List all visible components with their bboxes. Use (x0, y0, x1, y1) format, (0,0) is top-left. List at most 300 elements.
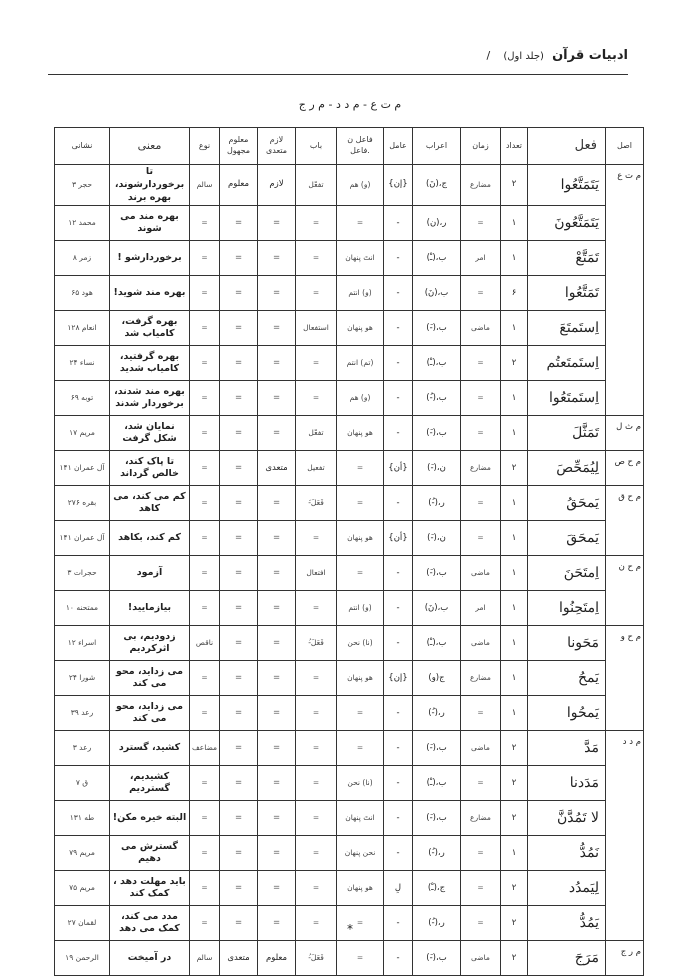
cell-count: ۱ (501, 486, 528, 521)
cell-irab: ر،(-ُ) (413, 836, 461, 871)
cell-root: م ح ص (606, 451, 644, 486)
cell-root (606, 381, 644, 416)
cell-voice: = (220, 661, 258, 696)
cell-reference: لقمان ۲۷ (55, 906, 110, 941)
cell-irab: ب،(ـْ) (413, 346, 461, 381)
cell-reference: مریم ۱۷ (55, 416, 110, 451)
cell-transitivity: = (258, 766, 296, 801)
cell-bab: = (296, 591, 337, 626)
cell-amil: - (384, 906, 413, 941)
page-mark: / (486, 49, 491, 62)
cell-bab: فَعَلَ-َ (296, 486, 337, 521)
cell-root: م ح ق (606, 486, 644, 521)
cell-tense: = (461, 766, 501, 801)
cell-meaning: بهره مند شوید! (110, 276, 190, 311)
cell-transitivity: = (258, 591, 296, 626)
cell-count: ۲ (501, 346, 528, 381)
cell-subject: = (337, 206, 384, 241)
cell-bab: = (296, 906, 337, 941)
cell-root (606, 241, 644, 276)
cell-tense: مضارع (461, 165, 501, 206)
cell-irab: ب،(ـْ) (413, 241, 461, 276)
cell-transitivity: = (258, 556, 296, 591)
book-title: ادبیات قرآن (552, 48, 628, 63)
cell-meaning: البته خیره مکن! (110, 801, 190, 836)
table-row (55, 346, 644, 381)
cell-type: = (190, 451, 220, 486)
cell-voice: = (220, 801, 258, 836)
cell-tense: = (461, 381, 501, 416)
table-row (55, 626, 644, 661)
cell-reference: مریم ۷۹ (55, 836, 110, 871)
cell-voice: = (220, 486, 258, 521)
cell-subject: نحن پنهان (337, 836, 384, 871)
cell-bab: تفعّل (296, 165, 337, 206)
cell-amil: {أن} (384, 451, 413, 486)
cell-tense: مضارع (461, 451, 501, 486)
cell-type: = (190, 906, 220, 941)
cell-reference: رعد ۳ (55, 731, 110, 766)
cell-voice: = (220, 276, 258, 311)
col-irab: اعراب (413, 128, 461, 165)
cell-voice: = (220, 206, 258, 241)
cell-type: = (190, 591, 220, 626)
cell-transitivity: = (258, 906, 296, 941)
cell-count: ۱ (501, 311, 528, 346)
cell-amil: - (384, 766, 413, 801)
cell-tense: = (461, 416, 501, 451)
cell-reference: طه ۱۳۱ (55, 801, 110, 836)
cell-amil: - (384, 486, 413, 521)
cell-bab: = (296, 801, 337, 836)
cell-root (606, 871, 644, 906)
cell-meaning: گسترش می دهیم (110, 836, 190, 871)
table-header-row (55, 128, 644, 165)
cell-irab: ر،(-ُ) (413, 906, 461, 941)
cell-voice: معلوم (220, 165, 258, 206)
cell-bab: = (296, 346, 337, 381)
cell-transitivity: = (258, 801, 296, 836)
cell-bab: = (296, 661, 337, 696)
cell-verb: اِمتَحَنَ (528, 556, 606, 591)
cell-root: م ح و (606, 626, 644, 661)
cell-verb: مَحَونا (528, 626, 606, 661)
cell-tense: مضارع (461, 661, 501, 696)
cell-root: م ث ل (606, 416, 644, 451)
cell-type: = (190, 346, 220, 381)
cell-amil: - (384, 801, 413, 836)
cell-root (606, 591, 644, 626)
cell-verb: اِستَمتَعَ (528, 311, 606, 346)
cell-bab: = (296, 836, 337, 871)
cell-count: ۱ (501, 661, 528, 696)
cell-type: = (190, 521, 220, 556)
cell-tense: ماضی (461, 731, 501, 766)
col-voice: معلوم مجهول (220, 128, 258, 165)
table-row (55, 766, 644, 801)
cell-tense: = (461, 276, 501, 311)
cell-irab: ج(و) (413, 661, 461, 696)
cell-amil: - (384, 311, 413, 346)
cell-subject: (و) هم (337, 381, 384, 416)
cell-type: سالم (190, 165, 220, 206)
table-row (55, 941, 644, 976)
cell-irab: ب،(-َ) (413, 731, 461, 766)
table-row (55, 661, 644, 696)
cell-transitivity: = (258, 276, 296, 311)
cell-count: ۱ (501, 696, 528, 731)
cell-verb: مَرَجَ (528, 941, 606, 976)
cell-bab: = (296, 206, 337, 241)
cell-type: = (190, 486, 220, 521)
cell-root (606, 311, 644, 346)
cell-count: ۱ (501, 556, 528, 591)
cell-bab: = (296, 696, 337, 731)
cell-verb: يَمحَقَ (528, 521, 606, 556)
cell-voice: = (220, 836, 258, 871)
cell-count: ۲ (501, 906, 528, 941)
cell-reference: حجر ۳ (55, 165, 110, 206)
cell-verb: يَتَمَتَّعُونَ (528, 206, 606, 241)
cell-verb: تَمَتَّعْ (528, 241, 606, 276)
cell-amil: - (384, 941, 413, 976)
cell-tense: = (461, 206, 501, 241)
cell-verb: يَمحُ (528, 661, 606, 696)
cell-root (606, 346, 644, 381)
cell-irab: ج،(ـْ) (413, 871, 461, 906)
cell-verb: نَمُدُّ (528, 836, 606, 871)
cell-type: = (190, 696, 220, 731)
cell-verb: اِستَمتَعُوا (528, 381, 606, 416)
cell-count: ۱ (501, 416, 528, 451)
cell-type: = (190, 276, 220, 311)
cell-meaning: بهره گرفتید، کامیاب شدید (110, 346, 190, 381)
cell-meaning: تا پاک کند، خالص گرداند (110, 451, 190, 486)
cell-reference: اسراء ۱۲ (55, 626, 110, 661)
cell-root: م ح ن (606, 556, 644, 591)
cell-bab: استفعال (296, 311, 337, 346)
cell-subject: (تم) انتم (337, 346, 384, 381)
cell-root (606, 836, 644, 871)
cell-subject: = (337, 941, 384, 976)
cell-count: ۲ (501, 801, 528, 836)
cell-amil: - (384, 591, 413, 626)
cell-meaning: بیازمایید! (110, 591, 190, 626)
cell-meaning: کشیدیم، گستردیم (110, 766, 190, 801)
cell-amil: - (384, 381, 413, 416)
cell-reference: الرحمن ۱۹ (55, 941, 110, 976)
cell-reference: هود ۶۵ (55, 276, 110, 311)
table-row (55, 381, 644, 416)
cell-transitivity: = (258, 521, 296, 556)
cell-type: = (190, 206, 220, 241)
cell-verb: مَدَدنا (528, 766, 606, 801)
cell-verb: لِيَمدُد (528, 871, 606, 906)
cell-subject: هو پنهان (337, 416, 384, 451)
cell-meaning: می زداید، محو می کند (110, 696, 190, 731)
volume-label: (جلد اول) (503, 51, 544, 62)
cell-meaning: می زداید، محو می کند (110, 661, 190, 696)
cell-subject: هو پنهان (337, 311, 384, 346)
cell-tense: = (461, 521, 501, 556)
cell-amil: {إن} (384, 165, 413, 206)
cell-irab: ر،(-ُ) (413, 486, 461, 521)
table-row (55, 165, 644, 206)
cell-meaning: بهره گرفت، کامیاب شد (110, 311, 190, 346)
cell-reference: زمر ۸ (55, 241, 110, 276)
cell-tense: ماضی (461, 941, 501, 976)
table-row (55, 521, 644, 556)
cell-root: م ت ع (606, 165, 644, 206)
cell-irab: ب،(-َ) (413, 416, 461, 451)
cell-type: مضاعف (190, 731, 220, 766)
cell-tense: = (461, 346, 501, 381)
cell-irab: ب،(ـْ) (413, 626, 461, 661)
cell-bab: فَعَلَ-ُ (296, 941, 337, 976)
cell-reference: ممتحنه ۱۰ (55, 591, 110, 626)
table-body (55, 165, 644, 976)
cell-count: ۱ (501, 836, 528, 871)
cell-transitivity: = (258, 626, 296, 661)
cell-amil: {إن} (384, 661, 413, 696)
cell-bab: = (296, 521, 337, 556)
cell-reference: محمد ۱۲ (55, 206, 110, 241)
cell-irab: ب،(-َ) (413, 311, 461, 346)
cell-root: م د د (606, 731, 644, 766)
cell-reference: توبه ۶۹ (55, 381, 110, 416)
cell-voice: متعدی (220, 941, 258, 976)
cell-voice: = (220, 766, 258, 801)
col-root: اصل (606, 128, 644, 165)
cell-count: ۲ (501, 766, 528, 801)
cell-subject: هو پنهان (337, 871, 384, 906)
cell-transitivity: متعدی (258, 451, 296, 486)
cell-type: = (190, 241, 220, 276)
cell-reference: بقره ۲۷۶ (55, 486, 110, 521)
cell-verb: اِستَمتَعتُم (528, 346, 606, 381)
cell-transitivity: لازم (258, 165, 296, 206)
cell-verb: تَمَثَّلَ (528, 416, 606, 451)
table-row (55, 836, 644, 871)
cell-count: ۱ (501, 206, 528, 241)
cell-tense: امر (461, 241, 501, 276)
cell-subject: (نا) نحن (337, 626, 384, 661)
cell-meaning: نمایان شد، شکل گرفت (110, 416, 190, 451)
cell-count: ۱ (501, 241, 528, 276)
cell-root (606, 276, 644, 311)
cell-transitivity: = (258, 731, 296, 766)
table-row (55, 871, 644, 906)
cell-amil: - (384, 416, 413, 451)
table-row (55, 556, 644, 591)
cell-root (606, 766, 644, 801)
cell-meaning: کم می کند، می کاهد (110, 486, 190, 521)
cell-irab: ر،(-ُ) (413, 696, 461, 731)
cell-tense: ماضی (461, 311, 501, 346)
cell-type: = (190, 836, 220, 871)
cell-reference: آل عمران ۱۴۱ (55, 451, 110, 486)
cell-verb: مَدَّ (528, 731, 606, 766)
cell-transitivity: = (258, 486, 296, 521)
cell-amil: - (384, 836, 413, 871)
table-row (55, 451, 644, 486)
cell-reference: شورا ۲۴ (55, 661, 110, 696)
cell-tense: = (461, 836, 501, 871)
cell-irab: ن،(-َ) (413, 451, 461, 486)
cell-bab: تفعیل (296, 451, 337, 486)
cell-amil: - (384, 241, 413, 276)
cell-irab: ب،(ـْ) (413, 766, 461, 801)
cell-verb: لِيُمَحِّصَ (528, 451, 606, 486)
cell-verb: يَمحُوا (528, 696, 606, 731)
cell-voice: = (220, 346, 258, 381)
section-title: م ت ع - م د د - م ر ج (298, 98, 402, 111)
cell-reference: آل عمران ۱۴۱ (55, 521, 110, 556)
cell-meaning: بهره مند می شوند (110, 206, 190, 241)
table-row (55, 416, 644, 451)
cell-type: سالم (190, 941, 220, 976)
cell-tense: مضارع (461, 801, 501, 836)
col-type: نوع (190, 128, 220, 165)
cell-voice: = (220, 556, 258, 591)
cell-bab: = (296, 766, 337, 801)
cell-voice: = (220, 626, 258, 661)
cell-root (606, 521, 644, 556)
cell-subject: (و) انتم (337, 276, 384, 311)
cell-transitivity: = (258, 836, 296, 871)
cell-verb: تَمَتَّعُوا (528, 276, 606, 311)
cell-irab: ن،(-َ) (413, 521, 461, 556)
cell-type: = (190, 416, 220, 451)
cell-voice: = (220, 451, 258, 486)
cell-count: ۶ (501, 276, 528, 311)
cell-tense: = (461, 486, 501, 521)
cell-voice: = (220, 311, 258, 346)
cell-meaning: مدد می کند، کمک می دهد (110, 906, 190, 941)
col-bab: باب (296, 128, 337, 165)
cell-transitivity: = (258, 871, 296, 906)
cell-type: ناقص (190, 626, 220, 661)
cell-amil: - (384, 626, 413, 661)
cell-irab: ب،(-َ) (413, 801, 461, 836)
cell-tense: امر (461, 591, 501, 626)
cell-amil: - (384, 276, 413, 311)
cell-irab: ب،(-َ) (413, 941, 461, 976)
cell-type: = (190, 871, 220, 906)
cell-voice: = (220, 241, 258, 276)
cell-root: م ر ج (606, 941, 644, 976)
page-header (48, 44, 628, 75)
cell-type: = (190, 801, 220, 836)
cell-verb: يَمُدُّ (528, 906, 606, 941)
cell-voice: = (220, 521, 258, 556)
cell-voice: = (220, 416, 258, 451)
cell-irab: ب،(-َ) (413, 556, 461, 591)
col-amil: عامل (384, 128, 413, 165)
cell-irab: ج،(نَ) (413, 165, 461, 206)
cell-meaning: در آمیخت (110, 941, 190, 976)
cell-subject: = (337, 731, 384, 766)
cell-irab: ر،(ن) (413, 206, 461, 241)
col-verb: فعل (528, 128, 606, 165)
cell-irab: ب،(-ُ) (413, 381, 461, 416)
cell-subject: هو پنهان (337, 661, 384, 696)
cell-transitivity: معلوم (258, 941, 296, 976)
cell-amil: {أن} (384, 521, 413, 556)
cell-transitivity: = (258, 346, 296, 381)
cell-reference: ق ۷ (55, 766, 110, 801)
cell-tense: = (461, 871, 501, 906)
cell-transitivity: = (258, 311, 296, 346)
table-row (55, 206, 644, 241)
table-row (55, 276, 644, 311)
cell-amil: - (384, 346, 413, 381)
cell-meaning: کم کند، بکاهد (110, 521, 190, 556)
table-row (55, 731, 644, 766)
cell-root (606, 206, 644, 241)
cell-verb: لا تَمُدَّنَّ (528, 801, 606, 836)
cell-subject: (نا) نحن (337, 766, 384, 801)
cell-reference: رعد ۳۹ (55, 696, 110, 731)
cell-root (606, 661, 644, 696)
cell-meaning: باید مهلت دهد ، کمک کند (110, 871, 190, 906)
cell-voice: = (220, 906, 258, 941)
col-count: تعداد (501, 128, 528, 165)
cell-reference: مریم ۷۵ (55, 871, 110, 906)
cell-voice: = (220, 591, 258, 626)
col-transitivity: لازم متعدی (258, 128, 296, 165)
cell-subject: انتَ پنهان (337, 801, 384, 836)
cell-count: ۲ (501, 165, 528, 206)
cell-transitivity: = (258, 241, 296, 276)
verb-table (54, 127, 644, 976)
cell-count: ۲ (501, 731, 528, 766)
cell-type: = (190, 766, 220, 801)
cell-transitivity: = (258, 416, 296, 451)
cell-subject: (و) انتم (337, 591, 384, 626)
cell-transitivity: = (258, 381, 296, 416)
cell-bab: = (296, 276, 337, 311)
cell-meaning: برخوردارشو ! (110, 241, 190, 276)
cell-subject: = (337, 451, 384, 486)
cell-verb: يَمحَقُ (528, 486, 606, 521)
cell-subject: = (337, 696, 384, 731)
table-row (55, 241, 644, 276)
cell-meaning: تا برخوردارشوند، بهره برند (110, 165, 190, 206)
cell-verb: اِمتَحِنُوا (528, 591, 606, 626)
cell-root (606, 696, 644, 731)
cell-type: = (190, 556, 220, 591)
cell-bab: = (296, 381, 337, 416)
table-row (55, 591, 644, 626)
cell-bab: = (296, 241, 337, 276)
table-row (55, 801, 644, 836)
cell-type: = (190, 311, 220, 346)
col-meaning: معنی (110, 128, 190, 165)
cell-count: ۱ (501, 381, 528, 416)
cell-voice: = (220, 871, 258, 906)
cell-meaning: کشید، گسترد (110, 731, 190, 766)
cell-transitivity: = (258, 206, 296, 241)
cell-irab: ب،(نَ) (413, 276, 461, 311)
cell-type: = (190, 381, 220, 416)
cell-subject: (و) هم (337, 165, 384, 206)
cell-count: ۲ (501, 451, 528, 486)
col-tense: زمان (461, 128, 501, 165)
cell-amil: - (384, 556, 413, 591)
cell-count: ۱ (501, 521, 528, 556)
cell-voice: = (220, 381, 258, 416)
